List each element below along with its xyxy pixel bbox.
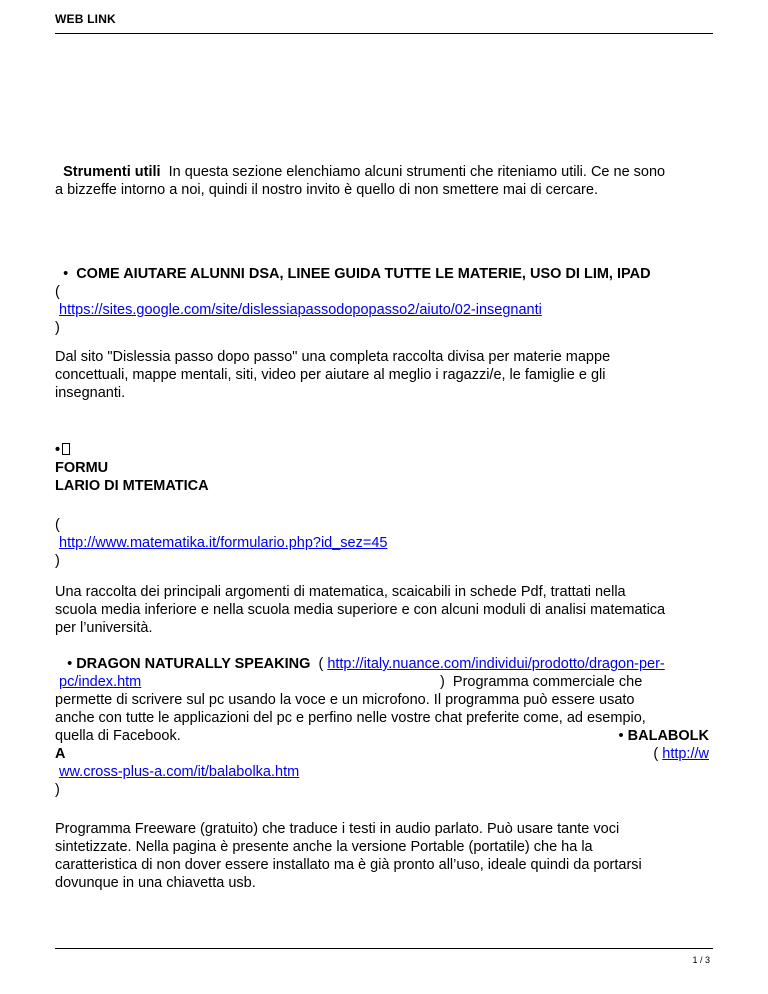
intro-line-1 (55, 163, 715, 181)
desc-line: anche con tutte le applicazioni del pc e perfino nelle vostre chat preferite come, ad esempio, (55, 710, 646, 726)
item-dsa-title: COME AIUTARE ALUNNI DSA, LINEE GUIDA TUTTE LE MATERIE, USO DI LIM, IPAD (76, 266, 651, 282)
desc-line: Programma Freeware (gratuito) che traduce i testi in audio parlato. Può usare tante voci (55, 821, 620, 837)
bullet-icon: • (55, 442, 61, 458)
item-dsa (55, 265, 715, 337)
desc-line: Una raccolta dei principali argomenti di matematica, scaicabili in schede Pdf, trattati nella (55, 584, 626, 600)
paren-open: ( (653, 746, 659, 762)
item-dsa-description (55, 348, 715, 402)
item-balabolka-link-1[interactable]: http://w (662, 746, 709, 762)
item-formulario-description (55, 583, 715, 637)
paren-close: ) (55, 782, 60, 798)
intro-heading: Strumenti utili (63, 164, 161, 180)
desc-line: permette di scrivere sul pc usando la voce e un microfono. Il programma può essere usato (55, 692, 635, 708)
item-formulario-title-1: FORMU (55, 460, 109, 476)
desc-line: insegnanti. (55, 385, 126, 401)
paren-open: ( (318, 656, 324, 672)
item-balabolka-title-1: BALABOLK (627, 728, 709, 744)
item-dsa-title-line (55, 265, 715, 283)
intro-text-2: a bizzeffe intorno a noi, quindi il nostro invito è quello di non smettere mai di cercare. (55, 182, 598, 198)
missing-glyph-icon (62, 443, 70, 455)
item-formulario-title-2: LARIO DI MTEMATICA (55, 478, 209, 494)
item-dragon (55, 655, 715, 799)
bullet-icon: • (618, 728, 624, 744)
footer-rule (55, 948, 713, 949)
item-balabolka-title-2: A (55, 746, 66, 762)
paren-open: ( (55, 517, 60, 533)
intro-text-1: In questa sezione elenchiamo alcuni strumenti che riteniamo utili. Ce ne sono (168, 164, 666, 180)
item-balabolka-description (55, 820, 715, 892)
intro-section (55, 163, 715, 199)
item-dragon-link-1[interactable]: http://italy.nuance.com/individui/prodotto/dragon-per- (327, 656, 665, 672)
desc-line: sintetizzate. Nella pagina è presente anche la versione Portable (portatile) che ha la (55, 839, 593, 855)
paren-close: ) (55, 553, 60, 569)
item-formulario-link[interactable]: http://www.matematika.it/formulario.php?id_sez=45 (59, 535, 388, 551)
item-dragon-link-2[interactable]: pc/index.htm (59, 674, 142, 690)
header-rule (55, 33, 713, 34)
desc-line: quella di Facebook. (55, 728, 181, 744)
header-title: WEB LINK (55, 12, 116, 26)
desc-line: concettuali, mappe mentali, siti, video per aiutare al meglio i ragazzi/e, le famiglie e gli (55, 367, 606, 383)
desc-line: per l’università. (55, 620, 153, 636)
item-dragon-title: DRAGON NATURALLY SPEAKING (76, 656, 311, 672)
item-dsa-link[interactable]: https://sites.google.com/site/dislessiapassodopopasso2/aiuto/02-insegnanti (59, 302, 542, 318)
item-formulario-link-block (55, 516, 715, 570)
bullet-icon: • (67, 656, 73, 672)
item-balabolka-link-2[interactable]: ww.cross-plus-a.com/it/balabolka.htm (59, 764, 300, 780)
paren-open: ( (55, 284, 60, 300)
desc-line: Dal sito "Dislessia passo dopo passo" una completa raccolta divisa per materie mappe (55, 349, 611, 365)
desc-line: scuola media inferiore e nella scuola media superiore e con alcuni moduli di analisi matematica (55, 602, 666, 618)
desc-line: caratteristica di non dover essere installato ma è già pronto all’uso, ideale quindi da portarsi (55, 857, 642, 873)
bullet-icon: • (63, 266, 69, 282)
page-number: 1 / 3 (692, 955, 710, 965)
paren-close: ) (55, 320, 60, 336)
item-formulario (55, 441, 715, 495)
item-dragon-desc-0: Programma commerciale che (452, 674, 643, 690)
paren-close: ) (440, 674, 445, 690)
desc-line: dovunque in una chiavetta usb. (55, 875, 256, 891)
